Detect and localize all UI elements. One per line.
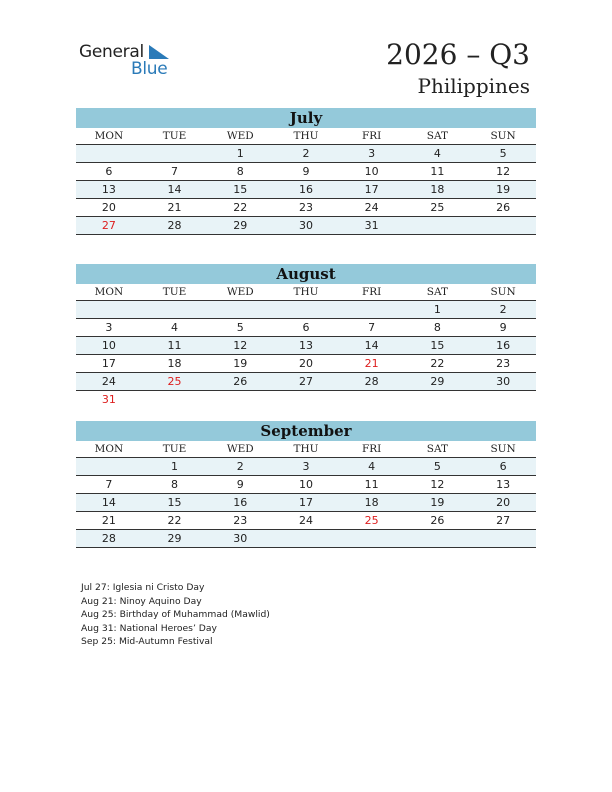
day-cell: 6 xyxy=(273,319,339,337)
day-cell: 18 xyxy=(405,181,471,199)
day-cell: 18 xyxy=(339,494,405,512)
day-cell: 1 xyxy=(207,145,273,163)
month-grid xyxy=(76,441,536,548)
day-cell: 5 xyxy=(470,145,536,163)
day-cell: 19 xyxy=(405,494,471,512)
month-grid xyxy=(76,284,536,408)
day-cell: 3 xyxy=(339,145,405,163)
day-cell: 1 xyxy=(405,301,471,319)
weekday-label: WED xyxy=(207,128,273,145)
day-cell: 25 xyxy=(405,199,471,217)
day-cell: 14 xyxy=(142,181,208,199)
day-cell: 21 xyxy=(142,199,208,217)
week-row xyxy=(76,319,536,337)
day-cell: 29 xyxy=(405,373,471,391)
day-cell: 26 xyxy=(207,373,273,391)
day-cell: 9 xyxy=(273,163,339,181)
weekday-label: TUE xyxy=(142,441,208,458)
logo-general-text: General xyxy=(79,42,144,62)
empty-day-cell xyxy=(76,458,142,476)
day-cell: 27 xyxy=(273,373,339,391)
day-cell: 30 xyxy=(470,373,536,391)
empty-day-cell xyxy=(273,530,339,548)
day-cell: 29 xyxy=(142,530,208,548)
day-cell: 10 xyxy=(339,163,405,181)
day-cell: 3 xyxy=(273,458,339,476)
week-row xyxy=(76,337,536,355)
day-cell: 24 xyxy=(273,512,339,530)
day-cell: 4 xyxy=(142,319,208,337)
day-cell: 19 xyxy=(470,181,536,199)
day-cell: 24 xyxy=(76,373,142,391)
day-cell: 15 xyxy=(405,337,471,355)
day-cell: 17 xyxy=(76,355,142,373)
weekday-label: FRI xyxy=(339,441,405,458)
week-row xyxy=(76,476,536,494)
day-cell: 30 xyxy=(273,217,339,235)
day-cell: 5 xyxy=(207,319,273,337)
empty-day-cell xyxy=(405,530,471,548)
day-cell: 21 xyxy=(76,512,142,530)
weekday-label: SUN xyxy=(470,441,536,458)
empty-day-cell xyxy=(207,391,273,409)
day-cell: 3 xyxy=(76,319,142,337)
weekday-label: SUN xyxy=(470,284,536,301)
empty-day-cell xyxy=(470,530,536,548)
day-cell: 22 xyxy=(207,199,273,217)
day-cell: 16 xyxy=(207,494,273,512)
empty-day-cell xyxy=(339,391,405,409)
day-cell: 10 xyxy=(76,337,142,355)
day-cell: 11 xyxy=(405,163,471,181)
week-row xyxy=(76,530,536,548)
day-cell: 22 xyxy=(142,512,208,530)
day-cell: 29 xyxy=(207,217,273,235)
week-row xyxy=(76,163,536,181)
empty-day-cell xyxy=(405,217,471,235)
logo-triangle-icon xyxy=(149,45,169,59)
week-row xyxy=(76,512,536,530)
month-calendar xyxy=(76,108,536,235)
day-cell: 7 xyxy=(142,163,208,181)
day-cell: 24 xyxy=(339,199,405,217)
day-cell: 12 xyxy=(405,476,471,494)
day-cell: 6 xyxy=(470,458,536,476)
day-cell: 28 xyxy=(142,217,208,235)
day-cell: 14 xyxy=(339,337,405,355)
day-cell: 6 xyxy=(76,163,142,181)
day-cell: 15 xyxy=(207,181,273,199)
day-cell: 19 xyxy=(207,355,273,373)
weekday-label: THU xyxy=(273,284,339,301)
day-cell: 30 xyxy=(207,530,273,548)
day-cell: 27 xyxy=(470,512,536,530)
day-cell: 26 xyxy=(405,512,471,530)
holiday-note: Jul 27: Iglesia ni Cristo Day xyxy=(81,582,205,593)
weekday-label: MON xyxy=(76,128,142,145)
day-cell: 23 xyxy=(207,512,273,530)
day-cell: 2 xyxy=(273,145,339,163)
holiday-note: Aug 31: National Heroes’ Day xyxy=(81,622,217,634)
weekday-label: THU xyxy=(273,128,339,145)
day-cell: 17 xyxy=(273,494,339,512)
day-cell: 28 xyxy=(76,530,142,548)
logo-blue-text: Blue xyxy=(131,59,168,79)
weekday-label: SAT xyxy=(405,284,471,301)
day-cell: 22 xyxy=(405,355,471,373)
page-title: 2026 – Q3 xyxy=(386,38,530,71)
weekday-label: WED xyxy=(207,284,273,301)
empty-day-cell xyxy=(273,301,339,319)
week-row xyxy=(76,145,536,163)
empty-day-cell xyxy=(470,391,536,409)
generalblue-logo xyxy=(79,42,179,82)
empty-day-cell xyxy=(76,145,142,163)
day-cell: 8 xyxy=(405,319,471,337)
day-cell: 2 xyxy=(470,301,536,319)
week-row xyxy=(76,181,536,199)
day-cell: 5 xyxy=(405,458,471,476)
day-cell: 31 xyxy=(339,217,405,235)
week-row xyxy=(76,458,536,476)
week-row xyxy=(76,373,536,391)
week-row xyxy=(76,217,536,235)
country-name: Philippines xyxy=(417,74,530,98)
day-cell: 20 xyxy=(273,355,339,373)
month-calendar xyxy=(76,264,536,408)
day-cell: 1 xyxy=(142,458,208,476)
day-cell: 7 xyxy=(76,476,142,494)
day-cell: 13 xyxy=(76,181,142,199)
empty-day-cell xyxy=(142,145,208,163)
weekday-label: FRI xyxy=(339,284,405,301)
day-cell: 26 xyxy=(470,199,536,217)
day-cell: 16 xyxy=(470,337,536,355)
empty-day-cell xyxy=(142,391,208,409)
day-cell: 20 xyxy=(76,199,142,217)
day-cell: 12 xyxy=(470,163,536,181)
holiday-note: Aug 25: Birthday of Muhammad (Mawlid) xyxy=(81,609,270,621)
week-row xyxy=(76,199,536,217)
empty-day-cell xyxy=(470,217,536,235)
day-cell: 9 xyxy=(470,319,536,337)
day-cell: 27 xyxy=(76,217,142,235)
day-cell: 8 xyxy=(142,476,208,494)
empty-day-cell xyxy=(207,301,273,319)
month-calendar xyxy=(76,421,536,548)
week-row xyxy=(76,391,536,409)
month-title: July xyxy=(76,108,536,128)
day-cell: 10 xyxy=(273,476,339,494)
day-cell: 2 xyxy=(207,458,273,476)
day-cell: 11 xyxy=(142,337,208,355)
day-cell: 25 xyxy=(142,373,208,391)
week-row xyxy=(76,355,536,373)
empty-day-cell xyxy=(273,391,339,409)
empty-day-cell xyxy=(339,301,405,319)
day-cell: 7 xyxy=(339,319,405,337)
weekday-label: MON xyxy=(76,441,142,458)
empty-day-cell xyxy=(405,391,471,409)
day-cell: 31 xyxy=(101,393,116,406)
weekday-label: MON xyxy=(76,284,142,301)
day-cell: 13 xyxy=(273,337,339,355)
week-row xyxy=(76,494,536,512)
day-cell: 25 xyxy=(339,512,405,530)
day-cell: 11 xyxy=(339,476,405,494)
day-cell: 4 xyxy=(339,458,405,476)
day-cell: 17 xyxy=(339,181,405,199)
day-cell: 28 xyxy=(339,373,405,391)
month-title: August xyxy=(76,264,536,284)
day-cell: 23 xyxy=(470,355,536,373)
weekday-label: SAT xyxy=(405,441,471,458)
weekday-label: FRI xyxy=(339,128,405,145)
day-cell: 4 xyxy=(405,145,471,163)
weekday-label: SUN xyxy=(470,128,536,145)
month-grid xyxy=(76,128,536,235)
weekday-label: SAT xyxy=(405,128,471,145)
weekday-label: TUE xyxy=(142,284,208,301)
empty-day-cell xyxy=(76,301,142,319)
week-row xyxy=(76,301,536,319)
day-cell: 15 xyxy=(142,494,208,512)
weekday-label: THU xyxy=(273,441,339,458)
empty-day-cell xyxy=(142,301,208,319)
day-cell: 23 xyxy=(273,199,339,217)
day-cell: 16 xyxy=(273,181,339,199)
day-cell: 8 xyxy=(207,163,273,181)
day-cell: 12 xyxy=(207,337,273,355)
day-cell: 21 xyxy=(339,355,405,373)
weekday-label: TUE xyxy=(142,128,208,145)
weekday-label: WED xyxy=(207,441,273,458)
month-title: September xyxy=(76,421,536,441)
day-cell: 18 xyxy=(142,355,208,373)
day-cell: 13 xyxy=(470,476,536,494)
holiday-notes xyxy=(81,581,270,649)
holiday-note: Aug 21: Ninoy Aquino Day xyxy=(81,595,202,607)
holiday-note: Sep 25: Mid-Autumn Festival xyxy=(81,636,213,648)
empty-day-cell xyxy=(339,530,405,548)
day-cell: 14 xyxy=(76,494,142,512)
day-cell: 20 xyxy=(470,494,536,512)
day-cell: 9 xyxy=(207,476,273,494)
